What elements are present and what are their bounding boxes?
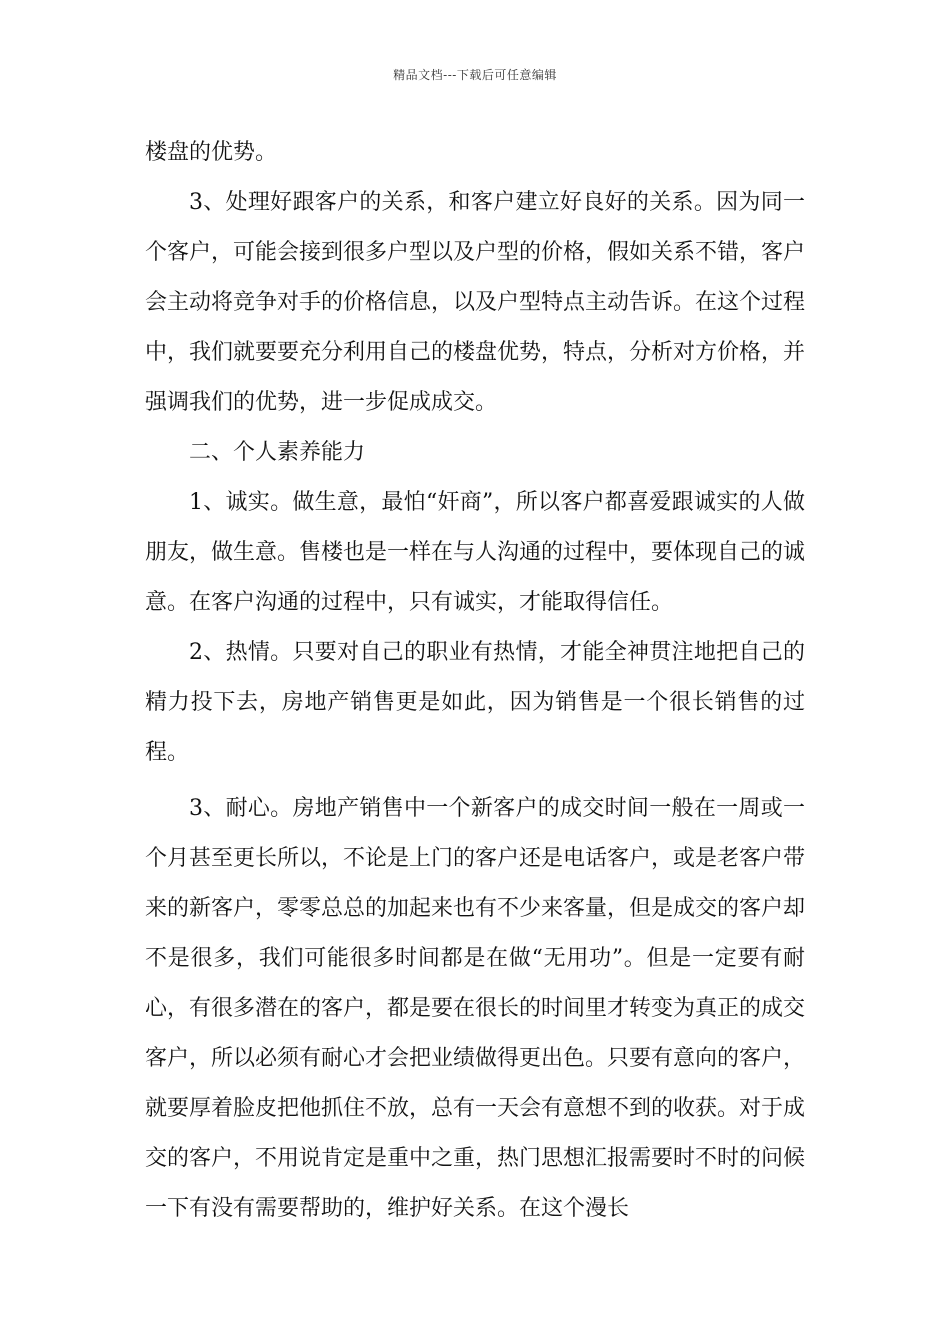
paragraph-patience: 3、耐心。房地产销售中一个新客户的成交时间一般在一周或一个月甚至更长所以，不论是上门的客户还是电话客户，或是老客户带来的新客户，零零总总的加起来也有不少来客量，但是成交的客户却不是很多，我们可能很多时间都是在做“无用功”。但是一定要有耐心，有很多潜在的客户，都是要在很长的时间里才转变为真正的成交客户，所以必须有耐心才会把业绩做得更出色。只要有意向的客户，就要厚着脸皮把他抓住不放，总有一天会有意想不到的收获。对于成交的客户，不用说肯定是重中之重，热门思想汇报需要时不时的问候一下有没有需要帮助的，维护好关系。在这个漫长	[145, 796, 806, 1221]
section-heading-personal-qualities: 二、个人素养能力	[189, 440, 366, 465]
paragraph-enthusiasm: 2、热情。只要对自己的职业有热情，才能全神贯注地把自己的精力投下去，房地产销售更是如此，因为销售是一个很长销售的过程。	[145, 640, 805, 765]
document-body	[145, 128, 805, 1234]
paragraph-client-relations: 3、处理好跟客户的关系，和客户建立好良好的关系。因为同一个客户，可能会接到很多户型以及户型的价格，假如关系不错，客户会主动将竞争对手的价格信息，以及户型特点主动告诉。在这个过程中，我们就要要充分利用自己的楼盘优势，特点，分析对方价格，并强调我们的优势，进一步促成成交。	[145, 190, 806, 415]
page-header: 精品文档---下载后可任意编辑	[393, 68, 557, 82]
paragraph-honesty: 1、诚实。做生意，最怕“奸商”，所以客户都喜爱跟诚实的人做朋友，做生意。售楼也是一样在与人沟通的过程中，要体现自己的诚意。在客户沟通的过程中，只有诚实，才能取得信任。	[145, 490, 806, 615]
paragraph-continuation: 楼盘的优势。	[145, 140, 278, 165]
